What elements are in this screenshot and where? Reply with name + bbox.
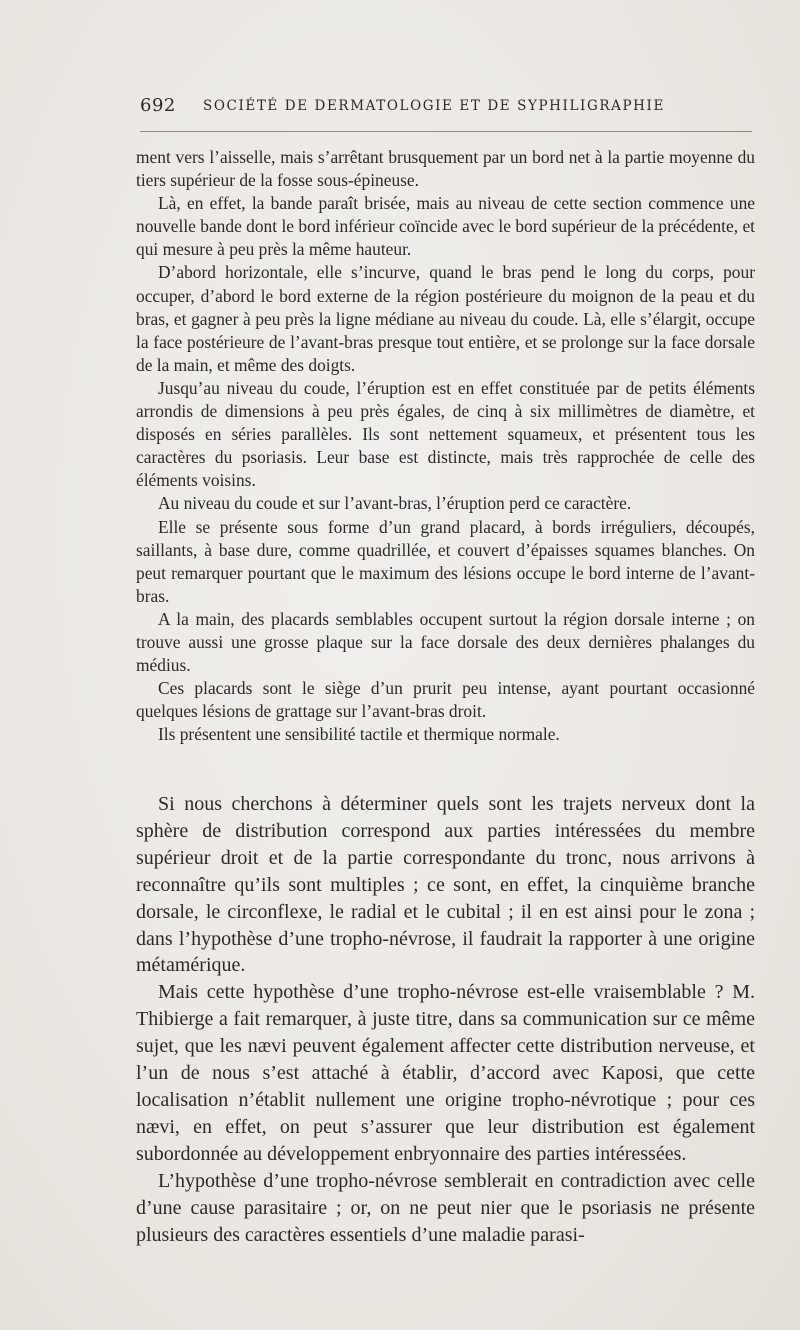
paragraph: Elle se présente sous forme d’un grand placard, à bords irréguliers, découpés, saillants, à base dure, comme quadrillée, et couvert d’épaisses squames blanches. On peut remarquer pourtant que le maximum des lésions occupe le bord interne de l’avant-bras. (136, 516, 755, 606)
page-number: 692 (140, 95, 176, 116)
main-text-section (136, 791, 755, 1248)
paragraph: A la main, des placards semblables occupent surtout la région dorsale interne ; on trouve aussi une grosse plaque sur la face dorsale des deux dernières phalanges du médius. (136, 608, 755, 676)
paragraph: Mais cette hypothèse d’une tropho-névrose est-elle vraisemblable ? M. Thibierge a fait remarquer, à juste titre, dans sa communication sur ce même sujet, que les nævi peuvent également affecter cette distribution nerveuse, et l’un de nous s’est attaché à établir, d’accord avec Kaposi, que cette localisation n’établit nullement une origine tropho-névrotique ; pour ces nævi, en effet, on peut s’assurer que leur distribution est également subordonnée au développement enbryonnaire des parties intéressées. (136, 981, 755, 1165)
small-print-section (136, 146, 755, 746)
running-title: SOCIÉTÉ DE DERMATOLOGIE ET DE SYPHILIGRAPHIE (203, 98, 665, 114)
paragraph: Ils présentent une sensibilité tactile et thermique normale. (158, 724, 560, 745)
paragraph: Jusqu’au niveau du coude, l’éruption est en effet constituée par de petits éléments arrondis de dimensions à peu près égales, de cinq à six millimètres de diamètre, et disposés en séries parallèles. Ils sont nettement squameux, et présentent tous les caractères du psoriasis. Leur base est distincte, mais très rapprochée de celle des éléments voisins. (136, 377, 755, 491)
paragraph: Si nous cherchons à déterminer quels sont les trajets nerveux dont la sphère de distribution correspond aux parties intéressées du membre supérieur droit et de la partie correspondante du tronc, nous arrivons à reconnaître qu’ils sont multiples ; ce sont, en effet, la cinquième branche dorsale, le circonflexe, le radial et le cubital ; il en est ainsi pour le zona ; dans l’hypothèse d’une tropho-névrose, il faudrait la rapporter à une origine métamérique. (136, 793, 755, 977)
header-rule (140, 131, 752, 132)
paragraph: Ces placards sont le siège d’un prurit peu intense, ayant pourtant occasionné quelques lésions de grattage sur l’avant-bras droit. (136, 678, 755, 722)
paragraph: L’hypothèse d’une tropho-névrose semblerait en contradiction avec celle d’une cause parasitaire ; or, on ne peut nier que le psoriasis ne présente plusieurs des caractères essentiels d’une maladie parasi- (136, 1169, 755, 1246)
paragraph: D’abord horizontale, elle s’incurve, quand le bras pend le long du corps, pour occuper, d’abord le bord externe de la région postérieure du moignon de la peau et du bras, et gagner à peu près la ligne médiane au niveau du coude. Là, elle s’élargit, occupe la face postérieure de l’avant-bras presque tout entière, et se prolonge sur la face dorsale de la main, et même des doigts. (136, 262, 755, 375)
paragraph: Là, en effet, la bande paraît brisée, mais au niveau de cette section commence une nouvelle bande dont le bord inférieur coïncide avec le bord supérieur de la précédente, et qui mesure à peu près la même hauteur. (136, 193, 755, 260)
paragraph: Au niveau du coude et sur l’avant-bras, l’éruption perd ce caractère. (158, 493, 632, 514)
paragraph: ment vers l’aisselle, mais s’arrêtant brusquement par un bord net à la partie moyenne du tiers supérieur de la fosse sous-épineuse. (136, 147, 755, 191)
